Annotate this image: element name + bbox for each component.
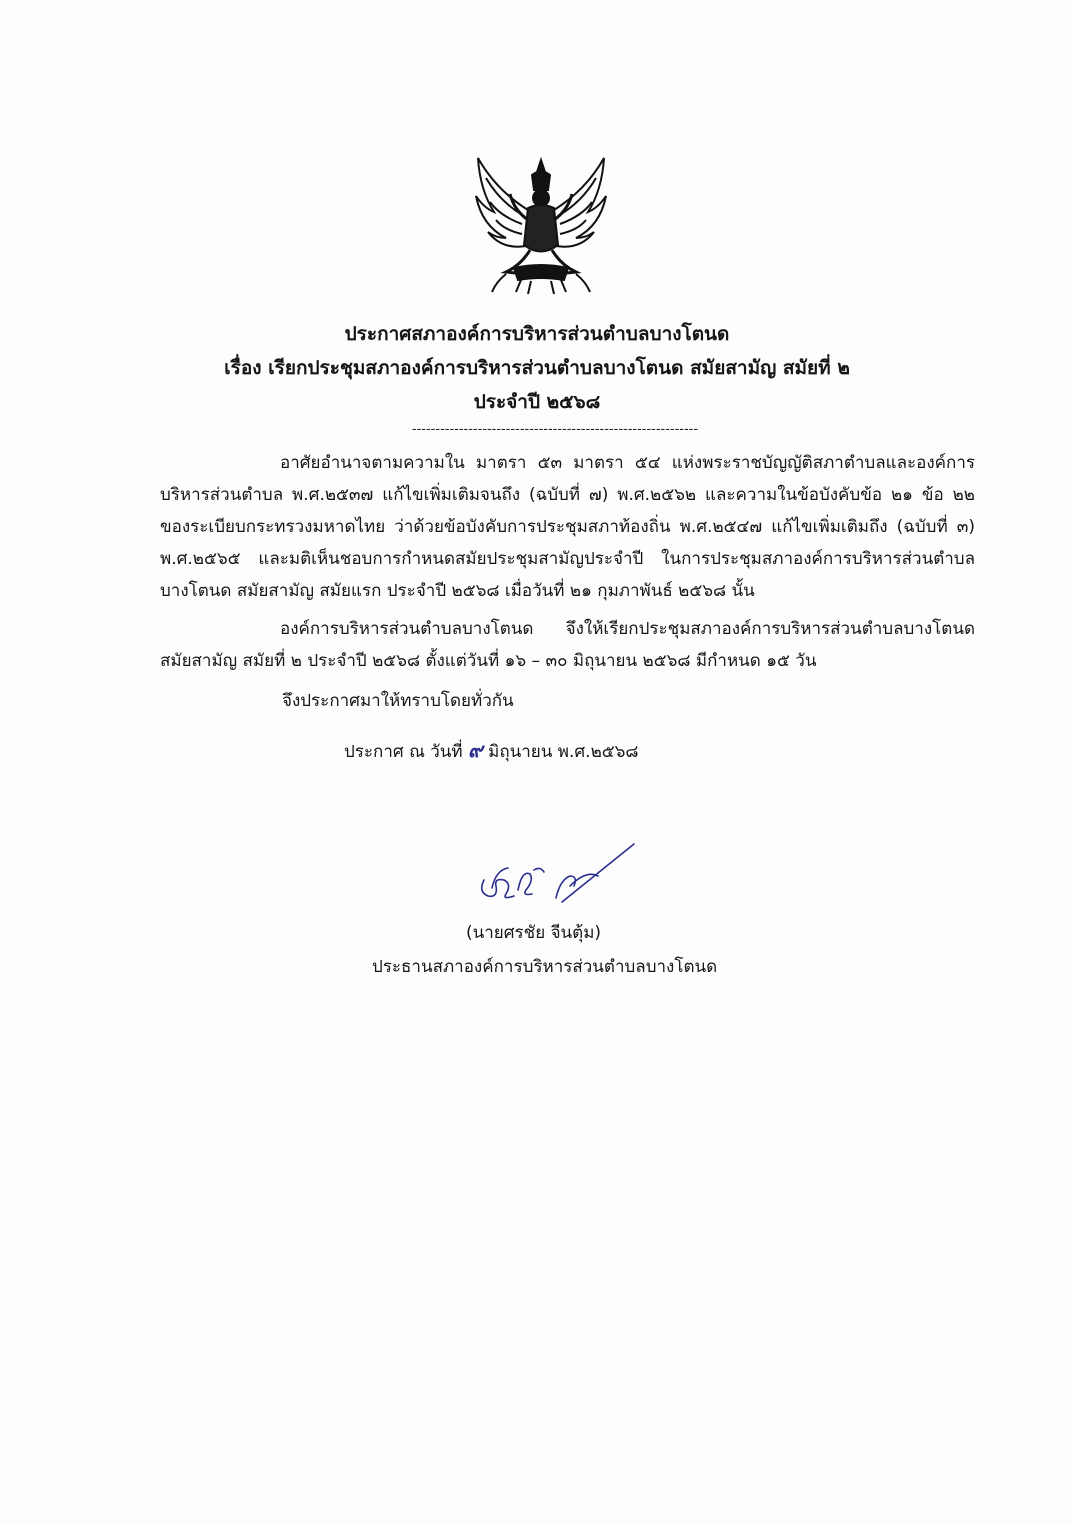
paragraph-1-line: บางโตนด สมัยสามัญ สมัยแรก ประจำปี ๒๕๖๘ เมื่อวันที่ ๒๑ กุมภาพันธ์ ๒๕๖๘ นั้น (160, 581, 755, 601)
paragraph-1-line: อาศัยอำนาจตามความใน มาตรา ๕๓ มาตรา ๕๔ แห่งพระราชบัญญัติสภาตำบลและองค์การ (280, 453, 975, 473)
signer-name: (นายศรชัย จีนตุ้ม) (466, 923, 602, 943)
signer-title: ประธานสภาองค์การบริหารส่วนตำบลบางโตนด (372, 957, 718, 977)
announcement-year: ประจำปี ๒๕๖๘ (473, 391, 601, 413)
date-day-handwritten: ๙ (468, 738, 483, 762)
announcement-date (344, 735, 639, 767)
date-suffix: มิถุนายน พ.ศ.๒๕๖๘ (488, 742, 639, 762)
closing-statement: จึงประกาศมาให้ทราบโดยทั่วกัน (282, 691, 514, 711)
handwritten-signature (474, 840, 644, 910)
paragraph-1-line: พ.ศ.๒๕๖๕ และมติเห็นชอบการกำหนดสมัยประชุมสามัญประจำปี ในการประชุมสภาองค์การบริหารส่วนตำบล (160, 549, 975, 569)
separator-line: ------------------------------------------------------------- (411, 422, 699, 437)
paragraph-1 (160, 448, 975, 608)
garuda-emblem-icon (466, 150, 616, 300)
paragraph-2-line: องค์การบริหารส่วนตำบลบางโตนด จึงให้เรียกประชุมสภาองค์การบริหารส่วนตำบลบางโตนด (280, 619, 975, 639)
paragraph-1-line: บริหารส่วนตำบล พ.ศ.๒๕๓๗ แก้ไขเพิ่มเติมจนถึง (ฉบับที่ ๗) พ.ศ.๒๕๖๒ และความในข้อบังคับข้อ ๒๑ ข้อ ๒๒ (160, 485, 975, 505)
paragraph-2-line: สมัยสามัญ สมัยที่ ๒ ประจำปี ๒๕๖๘ ตั้งแต่วันที่ ๑๖ – ๓๐ มิถุนายน ๒๕๖๘ มีกำหนด ๑๕ วัน (160, 651, 817, 671)
paragraph-1-line: ของระเบียบกระทรวงมหาดไทย ว่าด้วยข้อบังคับการประชุมสภาท้องถิ่น พ.ศ.๒๕๔๗ แก้ไขเพิ่มเติมถึง (ฉบับที่ ๓) (160, 517, 975, 537)
paragraph-2 (160, 614, 975, 678)
announcement-title: ประกาศสภาองค์การบริหารส่วนตำบลบางโตนด (344, 323, 730, 345)
announcement-subject: เรื่อง เรียกประชุมสภาองค์การบริหารส่วนตำบลบางโตนด สมัยสามัญ สมัยที่ ๒ (224, 357, 850, 379)
date-prefix: ประกาศ ณ วันที่ (344, 742, 463, 762)
